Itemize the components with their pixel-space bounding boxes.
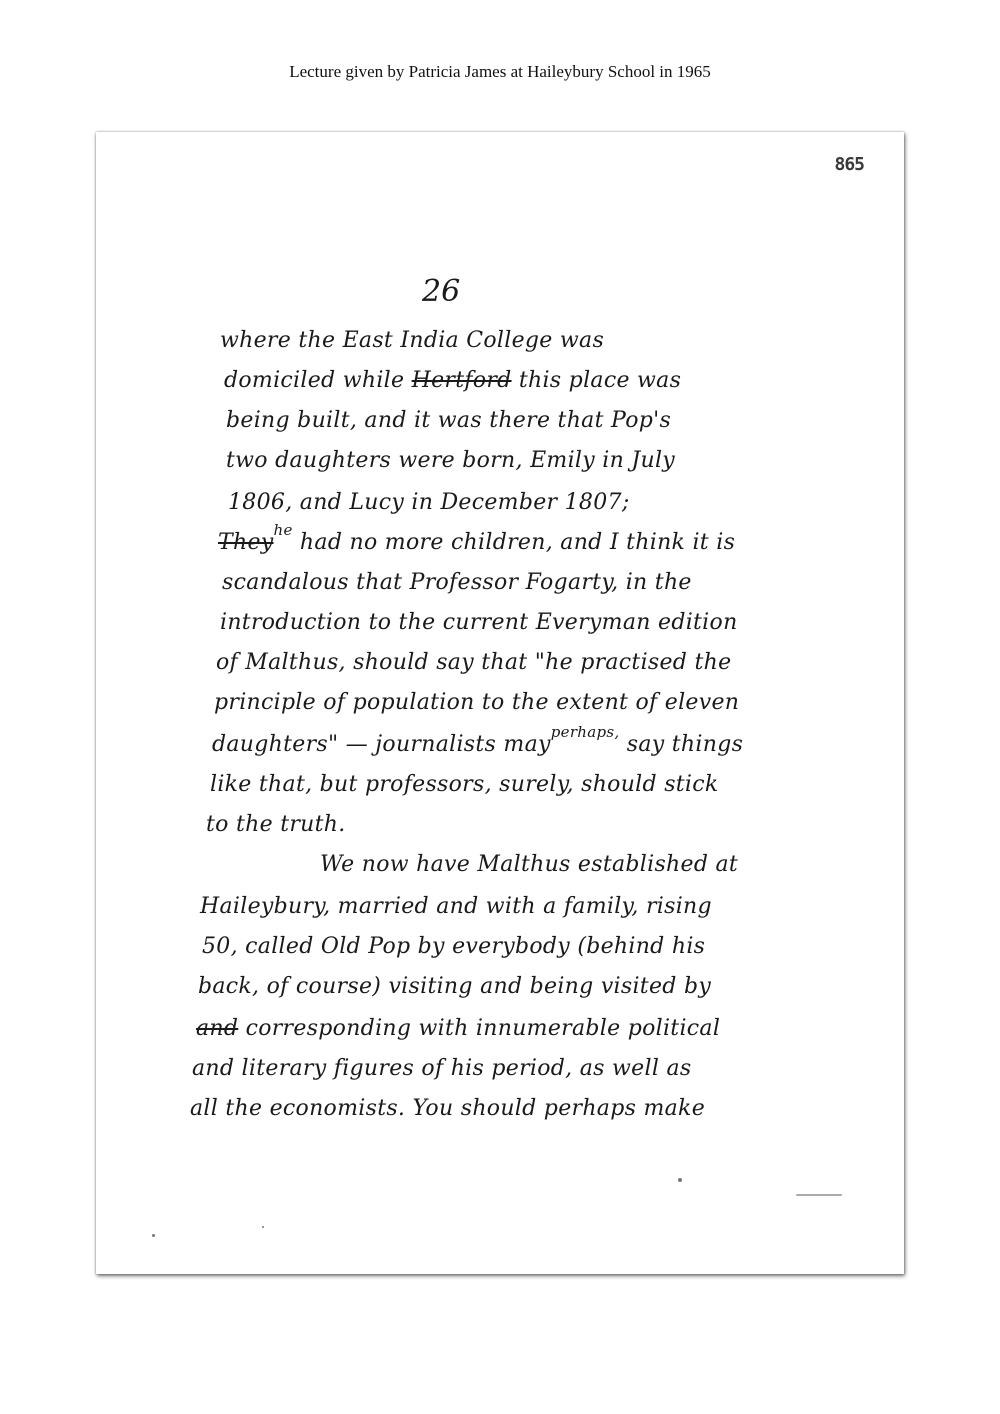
archive-page-number: 865 [834, 154, 864, 175]
manuscript-line [212, 723, 744, 757]
manuscript-line: 1806, and Lucy in December 1807; [228, 490, 630, 515]
manuscript-line [196, 1016, 720, 1041]
struck-out-word: Hertford [411, 368, 512, 393]
manuscript-line: where the East India College was [220, 328, 605, 353]
manuscript-page-number: 26 [422, 274, 461, 309]
inserted-word: he [273, 521, 293, 539]
line-text: corresponding with innumerable political [238, 1016, 721, 1041]
manuscript-line: scandalous that Professor Fogarty, in the [222, 570, 692, 595]
manuscript-line: all the economists. You should perhaps make [190, 1096, 706, 1121]
manuscript-line: 50, called Old Pop by everybody (behind his [202, 934, 706, 959]
manuscript-line: principle of population to the extent of eleven [214, 690, 740, 715]
struck-out-word: and [196, 1016, 239, 1041]
line-text: daughters" — journalists may [212, 732, 551, 757]
manuscript-line [218, 521, 736, 555]
manuscript-line: back, of course) visiting and being visited by [198, 974, 712, 999]
line-text: say things [619, 732, 744, 757]
struck-out-word: They [218, 530, 274, 555]
scanned-manuscript-page [96, 132, 904, 1274]
manuscript-line: Haileybury, married and with a family, rising [200, 894, 712, 919]
manuscript-line: of Malthus, should say that "he practised the [216, 650, 732, 675]
line-text: domiciled while [224, 368, 412, 393]
line-text: had no more children, and I think it is [292, 530, 736, 555]
document-caption: Lecture given by Patricia James at Haileybury School in 1965 [289, 62, 711, 81]
inserted-word: perhaps, [550, 723, 620, 741]
manuscript-line: two daughters were born, Emily in July [226, 448, 676, 473]
scan-speck [262, 1226, 264, 1228]
scan-speck [796, 1194, 842, 1196]
line-text: this place was [511, 368, 682, 393]
manuscript-line: We now have Malthus established at [320, 852, 739, 877]
scan-speck [678, 1178, 682, 1182]
manuscript-line: being built, and it was there that Pop's [226, 408, 672, 433]
manuscript-line: to the truth. [206, 812, 346, 837]
manuscript-line: like that, but professors, surely, should stick [210, 772, 719, 797]
manuscript-line: introduction to the current Everyman edition [220, 610, 738, 635]
manuscript-line: and literary figures of his period, as well as [192, 1056, 692, 1081]
manuscript-line [224, 368, 681, 393]
scan-speck [152, 1234, 155, 1237]
